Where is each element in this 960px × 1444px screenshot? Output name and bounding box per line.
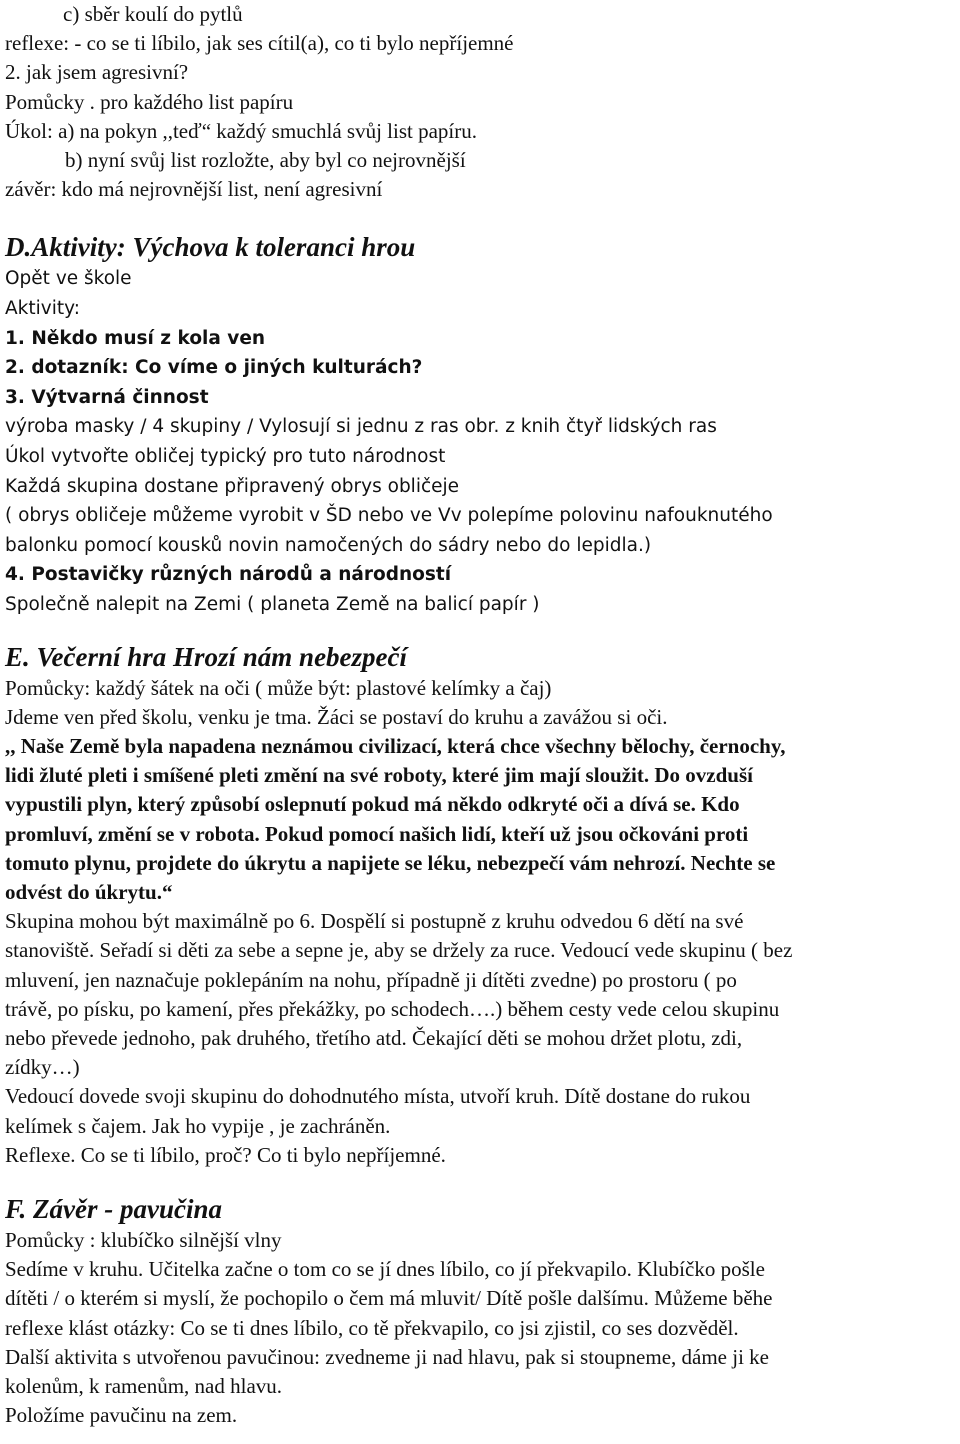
section-f	[5, 1192, 957, 1430]
list-item: 3. Výtvarná činnost	[5, 386, 209, 408]
text-line: Úkol: a) na pokyn ,,teď“ každý smuchlá svůj list papíru.	[5, 118, 477, 143]
text-line: kelímek s čajem. Jak ho vypije , je zachráněn.	[5, 1113, 391, 1138]
text-line: Reflexe. Co se ti líbilo, proč? Co ti bylo nepříjemné.	[5, 1142, 446, 1167]
section-c	[5, 0, 957, 204]
text-line: Pomůcky: každý šátek na oči ( může být: plastové kelímky a čaj)	[5, 675, 552, 700]
story-line: promluví, změní se v robota. Pokud pomocí našich lidí, kteří už jsou očkováni proti	[5, 821, 749, 846]
section-e	[5, 640, 957, 1170]
list-item: 2. dotazník: Co víme o jiných kulturách?	[5, 357, 423, 379]
list-item: 4. Postavičky různých národů a národností	[5, 564, 452, 586]
text-line: Úkol vytvořte obličej typický pro tuto národnost	[5, 445, 446, 467]
text-line: Aktivity:	[5, 298, 80, 320]
text-line: zídky…)	[5, 1055, 80, 1080]
text-line: Další aktivita s utvořenou pavučinou: zvedneme ji nad hlavu, pak si stoupneme, dáme ji ke	[5, 1344, 769, 1369]
text-line: Každá skupina dostane připravený obrys obličeje	[5, 475, 460, 497]
section-heading: E. Večerní hra Hrozí nám nebezpečí	[5, 641, 408, 672]
text-line: nebo převede jednoho, pak druhého, třetího atd. Čekající děti se mohou držet plotu, zdi,	[5, 1025, 743, 1050]
text-line: dítěti / o kterém si myslí, že pochopilo o čem má mluvit/ Dítě pošle dalšímu. Můžeme běhe	[5, 1286, 773, 1311]
text-line: b) nyní svůj list rozložte, aby byl co nejrovnější	[65, 148, 466, 173]
text-line: Skupina mohou být maximálně po 6. Dospělí si postupně z kruhu odvedou 6 dětí na své	[5, 909, 744, 934]
text-line: reflexe klást otázky: Co se ti dnes líbilo, co tě překvapilo, co jsi zjistil, co ses dozvěděl.	[5, 1315, 739, 1340]
text-line: Opět ve škole	[5, 268, 132, 290]
text-line: reflexe: - co se ti líbilo, jak ses cítil(a), co ti bylo nepříjemné	[5, 31, 514, 56]
text-line: c) sběr koulí do pytlů	[63, 2, 243, 26]
text-line: ( obrys obličeje můžeme vyrobit v ŠD nebo ve Vv polepíme polovinu nafouknutého	[5, 505, 773, 527]
text-line: mluvení, jen naznačuje poklepáním na nohu, případně ji dítěti zvedne) po prostoru ( po	[5, 967, 737, 992]
section-heading: F. Závěr - pavučina	[5, 1194, 222, 1224]
text-line: stanoviště. Seřadí si děti za sebe a sepne je, aby se držely za ruce. Vedoucí vede skupinu ( bez	[5, 938, 793, 963]
text-line: výroba masky / 4 skupiny / Vylosují si jednu z ras obr. z knih čtyř lidských ras	[5, 416, 717, 438]
text-line: Pomůcky . pro každého list papíru	[5, 89, 294, 114]
document-page	[5, 0, 957, 1430]
text-line: Jdeme ven před školu, venku je tma. Žáci se postaví do kruhu a zavážou si oči.	[5, 704, 668, 729]
story-line: vypustili plyn, který způsobí oslepnutí pokud má někdo odkryté oči a dívá se. Kdo	[5, 792, 740, 817]
story-line: ,, Naše Země byla napadena neznámou civilizací, která chce všechny bělochy, černochy,	[5, 733, 786, 758]
section-heading: D.Aktivity: Výchova k toleranci hrou	[5, 232, 416, 263]
story-line: lidi žluté pleti i smíšené pleti změní na své roboty, které jim mají sloužit. Do ovzduší	[5, 763, 753, 788]
list-item: 1. Někdo musí z kola ven	[5, 327, 266, 349]
text-line: kolenům, k ramenům, nad hlavu.	[5, 1374, 283, 1399]
text-line: Vedoucí dovede svoji skupinu do dohodnutého místa, utvoří kruh. Dítě dostane do rukou	[5, 1084, 751, 1109]
story-line: odvést do úkrytu.“	[5, 879, 173, 904]
text-line: závěr: kdo má nejrovnější list, není agresivní	[5, 177, 383, 202]
text-line: balonku pomocí kousků novin namočených do sádry nebo do lepidla.)	[5, 534, 652, 556]
section-d	[5, 230, 957, 619]
text-line: 2. jak jsem agresivní?	[5, 60, 189, 85]
story-line: tomuto plynu, projdete do úkrytu a napijete se léku, nebezpečí vám nehrozí. Nechte se	[5, 850, 776, 875]
text-line: Sedíme v kruhu. Učitelka začne o tom co se jí dnes líbilo, co jí překvapilo. Klubíčko pošle	[5, 1257, 765, 1282]
text-line: trávě, po písku, po kamení, přes překážky, po schodech….) během cesty vede celou skupinu	[5, 996, 780, 1021]
text-line: Společně nalepit na Zemi ( planeta Země na balicí papír )	[5, 593, 540, 615]
text-line: Položíme pavučinu na zem.	[5, 1403, 238, 1428]
text-line: Pomůcky : klubíčko silnější vlny	[5, 1228, 282, 1252]
